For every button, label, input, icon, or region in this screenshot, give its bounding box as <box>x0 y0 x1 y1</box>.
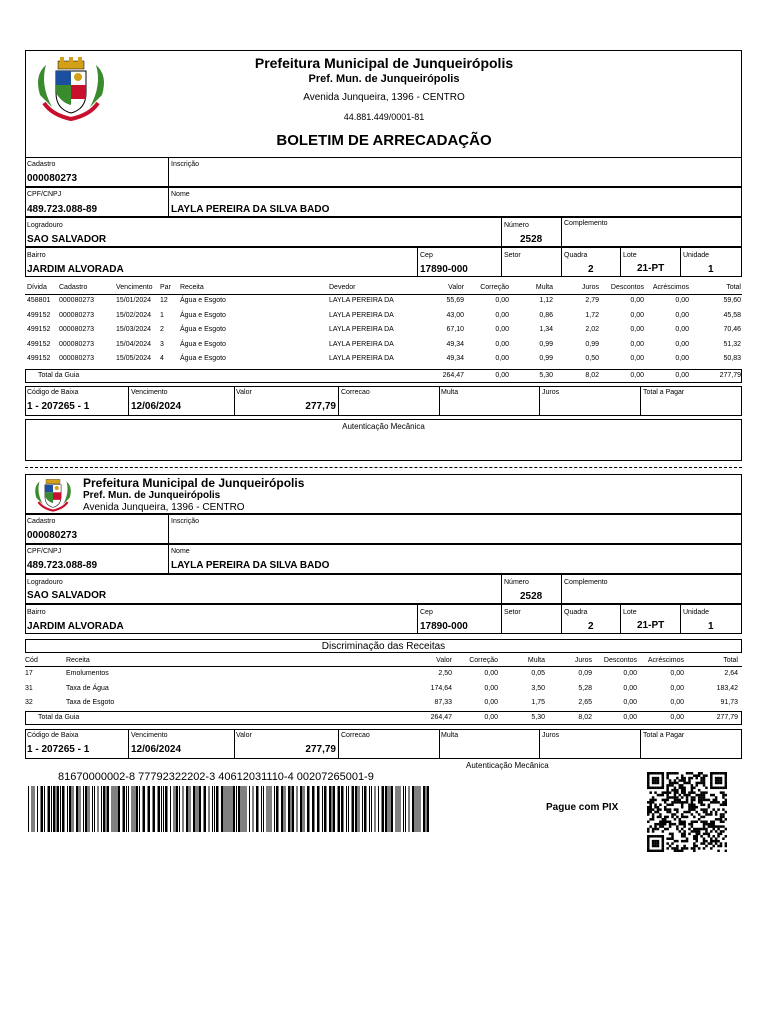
document-title: BOLETIM DE ARRECADAÇÃO <box>276 132 492 149</box>
cut-line <box>25 467 742 468</box>
header-cnpj: 44.881.449/0001-81 <box>343 112 425 122</box>
label-numero-bottom: Número <box>504 579 529 586</box>
label-total_pagar-bottom: Total a Pagar <box>643 732 685 739</box>
debts-cell: 1,34 <box>539 326 553 333</box>
value-nome-bottom: LAYLA PEREIRA DA SILVA BADO <box>171 560 330 571</box>
receitas-header-5: Juros <box>574 657 592 664</box>
receitas-total-cell: 0,00 <box>623 714 637 721</box>
label-bairro: Bairro <box>27 252 46 259</box>
label-cpf-bottom: CPF/CNPJ <box>27 548 62 555</box>
debts-cell: 0,50 <box>585 355 599 362</box>
debts-cell: LAYLA PEREIRA DA <box>329 326 394 333</box>
debts-cell: 000080273 <box>59 326 95 333</box>
label-quadra-bottom: Quadra <box>564 609 588 616</box>
debts-cell: 499152 <box>27 311 51 319</box>
receitas-cell: 2,50 <box>438 670 452 677</box>
debts-cell: 0,00 <box>630 311 644 319</box>
label-bairro-bottom: Bairro <box>27 609 46 616</box>
debts-header-9: Juros <box>581 284 599 291</box>
debts-cell: 000080273 <box>59 297 95 304</box>
row-logradouro-bottom <box>25 574 742 604</box>
receitas-cell: Emolumentos <box>66 670 109 677</box>
label-valor-top: Valor <box>236 389 252 396</box>
receitas-header-3: Correção <box>469 657 498 664</box>
debts-cell: 50,83 <box>723 355 741 362</box>
debts-header-3: Par <box>160 284 171 291</box>
label-correcao-top: Correcao <box>341 389 370 396</box>
debts-cell: 0,99 <box>539 340 553 348</box>
receitas-cell: 17 <box>25 670 33 677</box>
bottom-header-title: Prefeitura Municipal de Junqueirópolis <box>83 476 305 490</box>
authentication-label-bottom: Autenticação Mecânica <box>466 761 549 770</box>
label-nome: Nome <box>171 191 190 198</box>
debts-cell: 15/02/2024 <box>116 311 152 319</box>
receitas-total-cell: 5,30 <box>531 714 545 721</box>
row-cadastro <box>25 157 742 187</box>
debts-cell: 15/04/2024 <box>116 340 152 348</box>
debts-header-10: Descontos <box>610 284 644 291</box>
receitas-cell: 0,00 <box>670 684 684 692</box>
receitas-cell: 2,64 <box>724 670 738 677</box>
value-logradouro: SAO SALVADOR <box>27 234 107 245</box>
debts-cell: 499152 <box>27 340 51 348</box>
label-numero: Número <box>504 222 529 229</box>
label-valor-bottom: Valor <box>236 732 252 739</box>
bottom-header-address: Avenida Junqueira, 1396 - CENTRO <box>83 502 245 513</box>
label-juros-bottom: Juros <box>542 732 560 739</box>
receitas-header-0: Cód <box>25 657 38 664</box>
debts-header-6: Valor <box>448 284 464 291</box>
debts-total-cell: 0,00 <box>630 372 644 379</box>
debts-cell: 15/01/2024 <box>116 297 152 304</box>
label-total_pagar-top: Total a Pagar <box>643 389 685 396</box>
receitas-cell: 0,00 <box>484 684 498 692</box>
label-quadra: Quadra <box>564 252 588 259</box>
debts-cell: 0,86 <box>539 311 553 319</box>
receitas-header-4: Multa <box>527 657 545 664</box>
debts-cell: 0,99 <box>539 355 553 362</box>
label-unidade: Unidade <box>683 252 710 259</box>
label-setor-bottom: Setor <box>504 609 521 616</box>
debts-cell: 45,58 <box>723 311 741 319</box>
debts-total-cell: 264,47 <box>442 372 464 379</box>
debts-cell: 0,00 <box>675 297 689 304</box>
label-codigo_baixa-bottom: Código de Baixa <box>27 732 79 739</box>
debts-cell: 3 <box>160 340 164 348</box>
debts-total-cell: 0,00 <box>675 372 689 379</box>
debts-cell: 458801 <box>27 297 51 304</box>
debts-cell: 0,00 <box>630 297 644 304</box>
receitas-cell: 1,75 <box>531 699 545 706</box>
debts-cell: 70,46 <box>723 326 741 333</box>
label-cadastro: Cadastro <box>27 161 56 168</box>
debts-header-0: Dívida <box>27 284 47 291</box>
value-cep: 17890-000 <box>420 264 468 275</box>
discriminacao-label: Discriminação das Receitas <box>321 641 446 652</box>
row-cpf <box>25 187 742 217</box>
value-numero-bottom: 2528 <box>520 591 543 602</box>
label-vencimento-bottom: Vencimento <box>131 732 168 739</box>
label-cep: Cep <box>420 252 433 259</box>
debts-header-5: Devedor <box>329 284 356 291</box>
debts-cell: 67,10 <box>446 326 464 333</box>
debts-cell: 2 <box>160 326 164 333</box>
debts-cell: 49,34 <box>446 355 464 362</box>
debts-cell: 0,00 <box>630 326 644 333</box>
debts-cell: LAYLA PEREIRA DA <box>329 311 394 319</box>
receitas-cell: 0,00 <box>670 699 684 706</box>
debts-cell: 2,79 <box>585 297 599 304</box>
label-inscricao: Inscrição <box>171 161 200 168</box>
value-unidade-bottom: 1 <box>708 621 714 632</box>
debts-cell: 0,00 <box>495 311 509 319</box>
label-vencimento-top: Vencimento <box>131 389 168 396</box>
receitas-cell: 31 <box>25 684 33 692</box>
debts-cell: 59,60 <box>723 297 741 304</box>
barcode <box>28 786 433 832</box>
value-vencimento-bottom: 12/06/2024 <box>131 744 182 755</box>
label-logradouro-bottom: Logradouro <box>27 579 63 586</box>
receitas-cell: 0,00 <box>670 670 684 677</box>
debts-cell: Água e Esgoto <box>180 326 226 333</box>
receitas-cell: 0,09 <box>578 670 592 677</box>
coat-of-arms-logo-small <box>32 476 74 514</box>
value-bairro-bottom: JARDIM ALVORADA <box>27 621 124 632</box>
label-multa-top: Multa <box>441 389 459 396</box>
debts-cell: 0,00 <box>495 355 509 362</box>
header-address: Avenida Junqueira, 1396 - CENTRO <box>303 92 465 103</box>
label-setor: Setor <box>504 252 521 259</box>
receitas-total-label: Total da Guia <box>38 714 80 721</box>
receitas-cell: Taxa de Água <box>66 684 109 692</box>
debts-cell: 0,00 <box>630 340 644 348</box>
receitas-cell: 0,00 <box>623 699 637 706</box>
receitas-header-8: Total <box>723 657 738 664</box>
value-valor-top: 277,79 <box>305 401 336 412</box>
label-inscricao-bottom: Inscrição <box>171 518 200 525</box>
receitas-cell: 91,73 <box>720 699 738 706</box>
label-cep-bottom: Cep <box>420 609 433 616</box>
receitas-cell: 174,64 <box>430 684 452 692</box>
debts-cell: 51,32 <box>723 340 741 348</box>
value-numero: 2528 <box>520 234 543 245</box>
label-correcao-bottom: Correcao <box>341 732 370 739</box>
row-cadastro-bottom <box>25 514 742 544</box>
receitas-total-cell: 0,00 <box>484 714 498 721</box>
debts-cell: LAYLA PEREIRA DA <box>329 355 394 362</box>
debts-cell: 1 <box>160 311 164 319</box>
receitas-cell: 5,28 <box>578 684 592 692</box>
debts-cell: 55,69 <box>446 297 464 304</box>
pix-qr-code[interactable] <box>647 772 727 852</box>
row-logradouro <box>25 217 742 247</box>
receitas-cell: 2,65 <box>578 699 592 706</box>
debts-header-11: Acréscimos <box>652 284 689 291</box>
receitas-cell: 0,00 <box>623 670 637 677</box>
debts-total-cell: 5,30 <box>539 372 553 379</box>
barcode-digits: 81670000002-8 77792322202-3 40612031110-4 00207265001-9 <box>58 771 374 783</box>
header-subtitle: Pref. Mun. de Junqueirópolis <box>308 73 460 85</box>
debts-cell: LAYLA PEREIRA DA <box>329 297 394 304</box>
debts-header-7: Correção <box>480 284 509 291</box>
label-nome-bottom: Nome <box>171 548 190 555</box>
receitas-header-2: Valor <box>436 657 452 664</box>
debts-cell: 4 <box>160 355 164 362</box>
bottom-header-subtitle: Pref. Mun. de Junqueirópolis <box>83 490 221 501</box>
debts-cell: 499152 <box>27 326 51 333</box>
debts-cell: 1,12 <box>539 297 553 304</box>
debts-cell: Água e Esgoto <box>180 297 226 304</box>
receitas-cell: 0,00 <box>484 699 498 706</box>
label-lote: Lote <box>623 252 637 259</box>
row-cpf-bottom <box>25 544 742 574</box>
debts-cell: 000080273 <box>59 355 95 362</box>
receitas-total-cell: 8,02 <box>578 714 592 721</box>
header-title: Prefeitura Municipal de Junqueirópolis <box>254 55 514 71</box>
debts-cell: 499152 <box>27 355 51 362</box>
value-bairro: JARDIM ALVORADA <box>27 264 124 275</box>
receitas-cell: 87,33 <box>434 699 452 706</box>
value-vencimento-top: 12/06/2024 <box>131 401 182 412</box>
value-unidade: 1 <box>708 264 714 275</box>
value-lote-bottom: 21-PT <box>637 620 665 631</box>
debts-header-2: Vencimento <box>116 284 153 291</box>
debts-cell: 12 <box>160 297 168 304</box>
receitas-cell: 0,00 <box>623 684 637 692</box>
debts-cell: Água e Esgoto <box>180 340 226 348</box>
debts-cell: 0,00 <box>495 326 509 333</box>
label-codigo_baixa-top: Código de Baixa <box>27 389 79 396</box>
value-cep-bottom: 17890-000 <box>420 621 468 632</box>
receitas-cell: 3,50 <box>531 684 545 692</box>
debts-cell: 1,72 <box>585 311 599 319</box>
value-codigo_baixa-bottom: 1 - 207265 - 1 <box>27 744 90 755</box>
debts-cell: 2,02 <box>585 326 599 333</box>
value-valor-bottom: 277,79 <box>305 744 336 755</box>
debts-cell: 0,99 <box>585 340 599 348</box>
debts-cell: 43,00 <box>446 311 464 319</box>
value-cadastro: 000080273 <box>27 173 78 184</box>
debts-cell: 000080273 <box>59 311 95 319</box>
receitas-cell: 0,00 <box>484 670 498 677</box>
debts-header-4: Receita <box>180 284 204 291</box>
debts-cell: 0,00 <box>675 355 689 362</box>
value-nome: LAYLA PEREIRA DA SILVA BADO <box>171 204 330 215</box>
value-codigo_baixa-top: 1 - 207265 - 1 <box>27 401 90 412</box>
coat-of-arms-logo <box>32 55 110 125</box>
label-multa-bottom: Multa <box>441 732 459 739</box>
label-cpf: CPF/CNPJ <box>27 191 62 198</box>
debts-cell: 0,00 <box>675 340 689 348</box>
receitas-total-cell: 277,79 <box>716 714 738 721</box>
receitas-cell: 0,05 <box>531 670 545 677</box>
label-cadastro-bottom: Cadastro <box>27 518 56 525</box>
debts-total-cell: 8,02 <box>585 372 599 379</box>
debts-cell: 0,00 <box>675 326 689 333</box>
debts-cell: 0,00 <box>675 311 689 319</box>
value-cadastro-bottom: 000080273 <box>27 530 78 541</box>
debts-cell: 000080273 <box>59 340 95 348</box>
debts-cell: 49,34 <box>446 340 464 348</box>
label-lote-bottom: Lote <box>623 609 637 616</box>
debts-cell: 0,00 <box>630 355 644 362</box>
label-complemento-bottom: Complemento <box>564 579 608 586</box>
debts-total-cell: 277,79 <box>719 372 741 379</box>
label-complemento: Complemento <box>564 220 608 227</box>
debts-total-label: Total da Guia <box>38 372 80 379</box>
receitas-total-cell: 0,00 <box>670 714 684 721</box>
value-quadra-bottom: 2 <box>588 621 594 632</box>
debts-header-12: Total <box>726 284 741 291</box>
debts-cell: Água e Esgoto <box>180 355 226 362</box>
receitas-header-1: Receita <box>66 657 90 664</box>
receitas-cell: 183,42 <box>716 684 738 692</box>
receitas-header-6: Descontos <box>603 657 637 664</box>
debts-cell: LAYLA PEREIRA DA <box>329 340 394 348</box>
value-lote: 21-PT <box>637 263 665 274</box>
label-unidade-bottom: Unidade <box>683 609 710 616</box>
receitas-cell: 32 <box>25 699 33 706</box>
receitas-header-7: Acréscimos <box>647 657 684 664</box>
debts-cell: 15/05/2024 <box>116 355 152 362</box>
debts-cell: 0,00 <box>495 340 509 348</box>
debts-header-1: Cadastro <box>59 284 88 291</box>
pix-label: Pague com PIX <box>546 802 619 813</box>
debts-cell: Água e Esgoto <box>180 311 226 319</box>
debts-cell: 15/03/2024 <box>116 326 152 333</box>
receitas-total-cell: 264,47 <box>430 714 452 721</box>
debts-cell: 0,00 <box>495 297 509 304</box>
label-juros-top: Juros <box>542 389 560 396</box>
debts-header-8: Multa <box>535 284 553 291</box>
value-quadra: 2 <box>588 264 594 275</box>
label-logradouro: Logradouro <box>27 222 63 229</box>
receitas-cell: Taxa de Esgoto <box>66 699 115 706</box>
value-logradouro-bottom: SAO SALVADOR <box>27 590 107 601</box>
value-cpf: 489.723.088-89 <box>27 204 98 215</box>
debts-total-cell: 0,00 <box>495 372 509 379</box>
value-cpf-bottom: 489.723.088-89 <box>27 560 98 571</box>
authentication-label-top: Autenticação Mecânica <box>342 422 425 431</box>
